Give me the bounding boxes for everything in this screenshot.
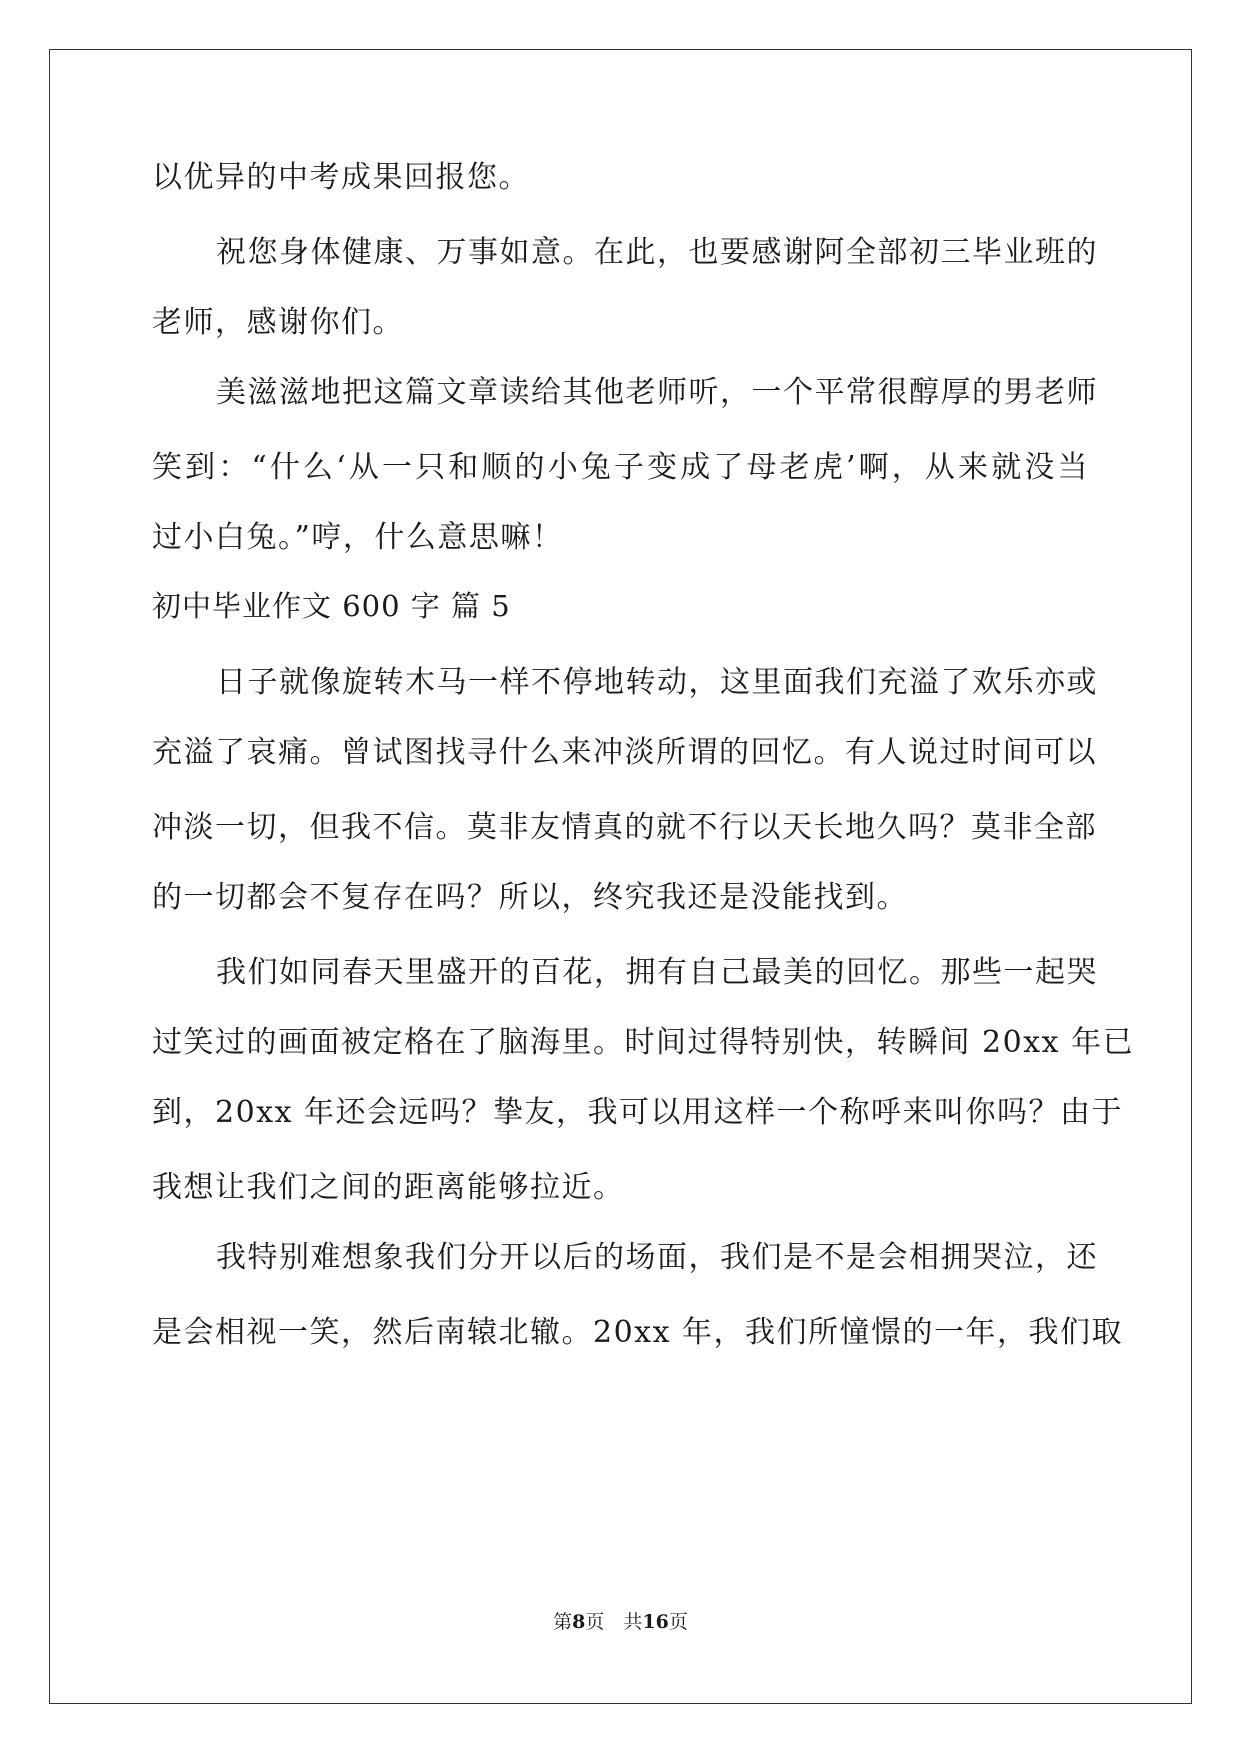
text-line: 的一切都会不复存在吗？所以，终究我还是没能找到。 bbox=[152, 880, 908, 915]
paragraph-line: 祝您身体健康、万事如意。在此，也要感谢阿全部初三毕业班的 bbox=[216, 235, 1098, 270]
paragraph-line: 我特别难想象我们分开以后的场面，我们是不是会相拥哭泣，还 bbox=[216, 1240, 1098, 1275]
text-line: 过笑过的画面被定格在了脑海里。时间过得特别快，转瞬间 20xx 年已 bbox=[152, 1025, 1135, 1060]
current-page-number: 8 bbox=[572, 1611, 586, 1633]
page-border bbox=[49, 49, 1192, 1704]
paragraph-line: 日子就像旋转木马一样不停地转动，这里面我们充溢了欢乐亦或 bbox=[216, 665, 1098, 700]
paragraph-line: 美滋滋地把这篇文章读给其他老师听，一个平常很醇厚的男老师 bbox=[216, 375, 1098, 410]
text-line: 是会相视一笑，然后南辕北辙。20xx 年，我们所憧憬的一年，我们取 bbox=[152, 1315, 1124, 1350]
text-line: 到，20xx 年还会远吗？挚友，我可以用这样一个称呼来叫你吗？由于 bbox=[152, 1095, 1124, 1130]
paragraph-line: 我们如同春天里盛开的百花，拥有自己最美的回忆。那些一起哭 bbox=[216, 955, 1098, 990]
page-footer bbox=[0, 1610, 1241, 1634]
total-page-number: 16 bbox=[642, 1611, 669, 1633]
text-line: 过小白兔。”哼，什么意思嘛！ bbox=[152, 520, 564, 555]
footer-mid: 页 共 bbox=[585, 1611, 643, 1633]
text-line: 充溢了哀痛。曾试图找寻什么来冲淡所谓的回忆。有人说过时间可以 bbox=[152, 735, 1097, 770]
footer-suffix: 页 bbox=[668, 1611, 688, 1633]
footer-prefix: 第 bbox=[553, 1611, 573, 1633]
section-heading: 初中毕业作文 600 字 篇 5 bbox=[152, 589, 511, 623]
text-line: 冲淡一切，但我不信。莫非友情真的就不行以天长地久吗？莫非全部 bbox=[152, 810, 1097, 845]
text-line: 以优异的中考成果回报您。 bbox=[152, 160, 530, 195]
text-line: 老师，感谢你们。 bbox=[152, 305, 404, 340]
text-line: 笑到：“什么‘从一只和顺的小兔子变成了母老虎’啊，从来就没当 bbox=[152, 450, 1089, 485]
text-line: 我想让我们之间的距离能够拉近。 bbox=[152, 1170, 625, 1205]
